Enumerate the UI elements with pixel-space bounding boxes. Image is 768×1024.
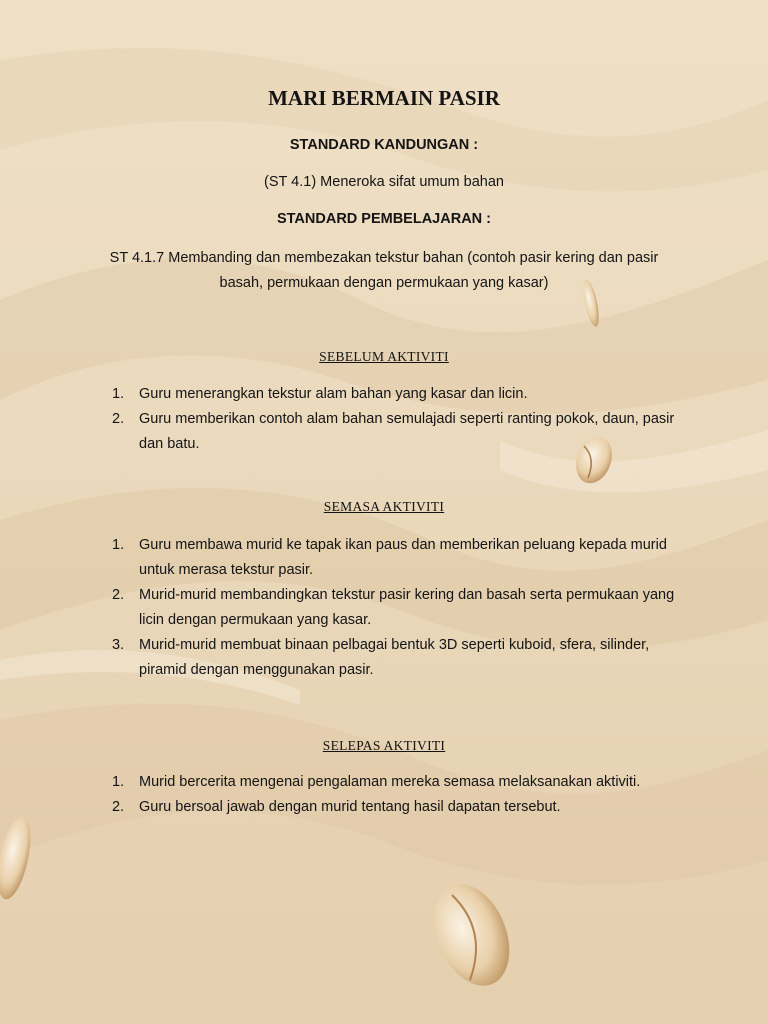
- list-item-text: Guru menerangkan tekstur alam bahan yang kasar dan licin.: [139, 386, 528, 402]
- list-item: [112, 795, 682, 820]
- list-item: [112, 583, 682, 633]
- list-selepas: [112, 770, 682, 820]
- list-item-number: 1.: [112, 774, 125, 790]
- list-item-number: 2.: [112, 587, 125, 603]
- list-item: [112, 770, 682, 795]
- list-item-number: 1.: [112, 386, 125, 402]
- section-heading-selepas: SELEPAS AKTIVITI: [322, 738, 446, 753]
- list-item-text: Guru memberikan contoh alam bahan semulajadi seperti ranting pokok, daun, pasir dan batu.: [139, 411, 675, 452]
- standard-kandungan-heading: STANDARD KANDUNGAN :: [289, 137, 479, 153]
- list-item-number: 1.: [112, 537, 125, 553]
- list-item-text: Murid-murid membuat binaan pelbagai bentuk 3D seperti kuboid, sfera, silinder, piramid dengan menggunakan pasir.: [139, 637, 650, 678]
- page-title: MARI BERMAIN PASIR: [268, 86, 500, 110]
- list-item: [112, 633, 682, 683]
- standard-pembelajaran-heading: STANDARD PEMBELAJARAN :: [276, 211, 491, 227]
- list-item-number: 3.: [112, 637, 125, 653]
- list-item-text: Guru membawa murid ke tapak ikan paus dan memberikan peluang kepada murid untuk merasa tekstur pasir.: [139, 537, 667, 578]
- list-item-number: 2.: [112, 799, 125, 815]
- list-item: [112, 382, 682, 407]
- list-item-text: Murid-murid membandingkan tekstur pasir kering dan basah serta permukaan yang licin dengan permukaan yang kasar.: [139, 587, 675, 628]
- list-item-text: Guru bersoal jawab dengan murid tentang hasil dapatan tersebut.: [139, 799, 561, 815]
- list-item-text: Murid bercerita mengenai pengalaman mereka semasa melaksanakan aktiviti.: [139, 774, 641, 790]
- standard-pembelajaran-text: ST 4.1.7 Membanding dan membezakan tekstur bahan (contoh pasir kering dan pasir basah, permukaan dengan permukaan yang kasar): [109, 250, 659, 291]
- list-item: [112, 407, 682, 457]
- list-item-number: 2.: [112, 411, 125, 427]
- section-heading-semasa: SEMASA AKTIVITI: [323, 499, 445, 514]
- list-semasa: [112, 533, 682, 683]
- standard-kandungan-text: (ST 4.1) Meneroka sifat umum bahan: [264, 174, 504, 190]
- list-sebelum: [112, 382, 682, 457]
- section-heading-sebelum: SEBELUM AKTIVITI: [319, 349, 449, 364]
- list-item: [112, 533, 682, 583]
